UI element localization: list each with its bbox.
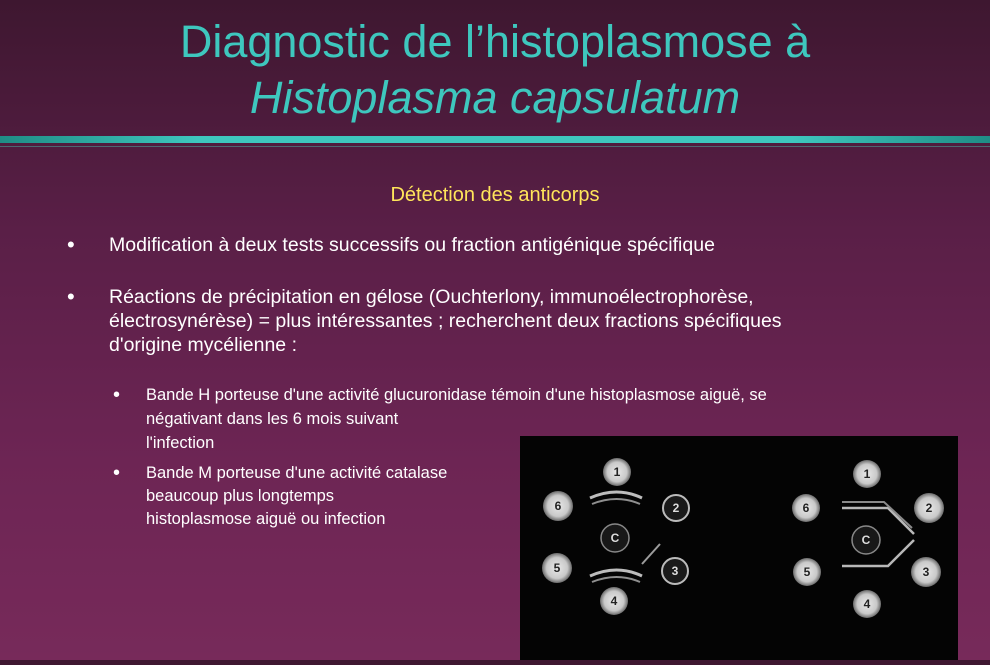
well-4 <box>600 587 628 615</box>
bullet-marker: • <box>67 284 75 309</box>
well-label: 5 <box>803 565 811 579</box>
sub-bullet-text-line: l'infection <box>146 434 215 452</box>
sub-bullet-item <box>113 462 448 531</box>
bullet-marker: • <box>67 232 75 257</box>
bullet-item <box>67 284 782 357</box>
bullet-item <box>67 232 715 257</box>
well-label: C <box>861 533 871 547</box>
well-label: 4 <box>863 597 871 611</box>
slide-title <box>0 14 990 126</box>
well-5 <box>542 553 572 583</box>
well-label: 2 <box>672 501 680 515</box>
right-plate-wells <box>792 460 944 618</box>
well-2 <box>663 495 689 521</box>
well-label: 6 <box>554 499 562 513</box>
well-c <box>852 526 880 554</box>
well-1 <box>603 458 631 486</box>
well-label: C <box>610 531 620 545</box>
title-line-1: Diagnostic de l’histoplasmose à <box>179 16 811 67</box>
well-6 <box>543 491 573 521</box>
well-label: 1 <box>613 465 621 479</box>
well-1 <box>853 460 881 488</box>
immunodiffusion-plates <box>520 436 958 660</box>
well-label: 2 <box>925 501 933 515</box>
bullet-text-line: électrosynérèse) = plus intéressantes ; recherchent deux fractions spécifiques <box>109 310 782 332</box>
sub-bullet-text-line: beaucoup plus longtemps <box>146 487 335 505</box>
well-label: 4 <box>610 594 618 608</box>
sub-bullet-text-line: histoplasmose aiguë ou infection <box>146 510 386 528</box>
immunodiffusion-photo <box>520 436 958 660</box>
sub-bullet-text-line: Bande H porteuse d'une activité glucuronidase témoin d'une histoplasmose aiguë, se <box>146 386 767 404</box>
well-label: 3 <box>671 564 679 578</box>
title-line-2: Histoplasma capsulatum <box>249 72 741 123</box>
well-2 <box>914 493 944 523</box>
well-label: 1 <box>863 467 871 481</box>
sub-bullet-text-line: Bande M porteuse d'une activité catalase <box>146 464 448 482</box>
well-6 <box>792 494 820 522</box>
sub-bullet-text-line: négativant dans les 6 mois suivant <box>146 410 399 428</box>
well-5 <box>793 558 821 586</box>
bullet-text-line: Modification à deux tests successifs ou fraction antigénique spécifique <box>109 234 715 256</box>
well-label: 5 <box>553 561 561 575</box>
section-subtitle: Détection des anticorps <box>390 184 600 206</box>
bullet-marker: • <box>113 462 121 484</box>
well-label: 6 <box>802 501 810 515</box>
left-plate-wells <box>542 458 689 615</box>
title-divider <box>0 136 990 143</box>
title-divider-thin <box>0 146 990 147</box>
well-4 <box>853 590 881 618</box>
well-c <box>601 524 629 552</box>
bullet-marker: • <box>113 384 121 406</box>
well-3 <box>662 558 688 584</box>
bullet-text-line: d'origine mycélienne : <box>109 334 297 356</box>
bullet-text-line: Réactions de précipitation en gélose (Ouchterlony, immunoélectrophorèse, <box>109 286 754 308</box>
well-3 <box>911 557 941 587</box>
well-label: 3 <box>922 565 930 579</box>
